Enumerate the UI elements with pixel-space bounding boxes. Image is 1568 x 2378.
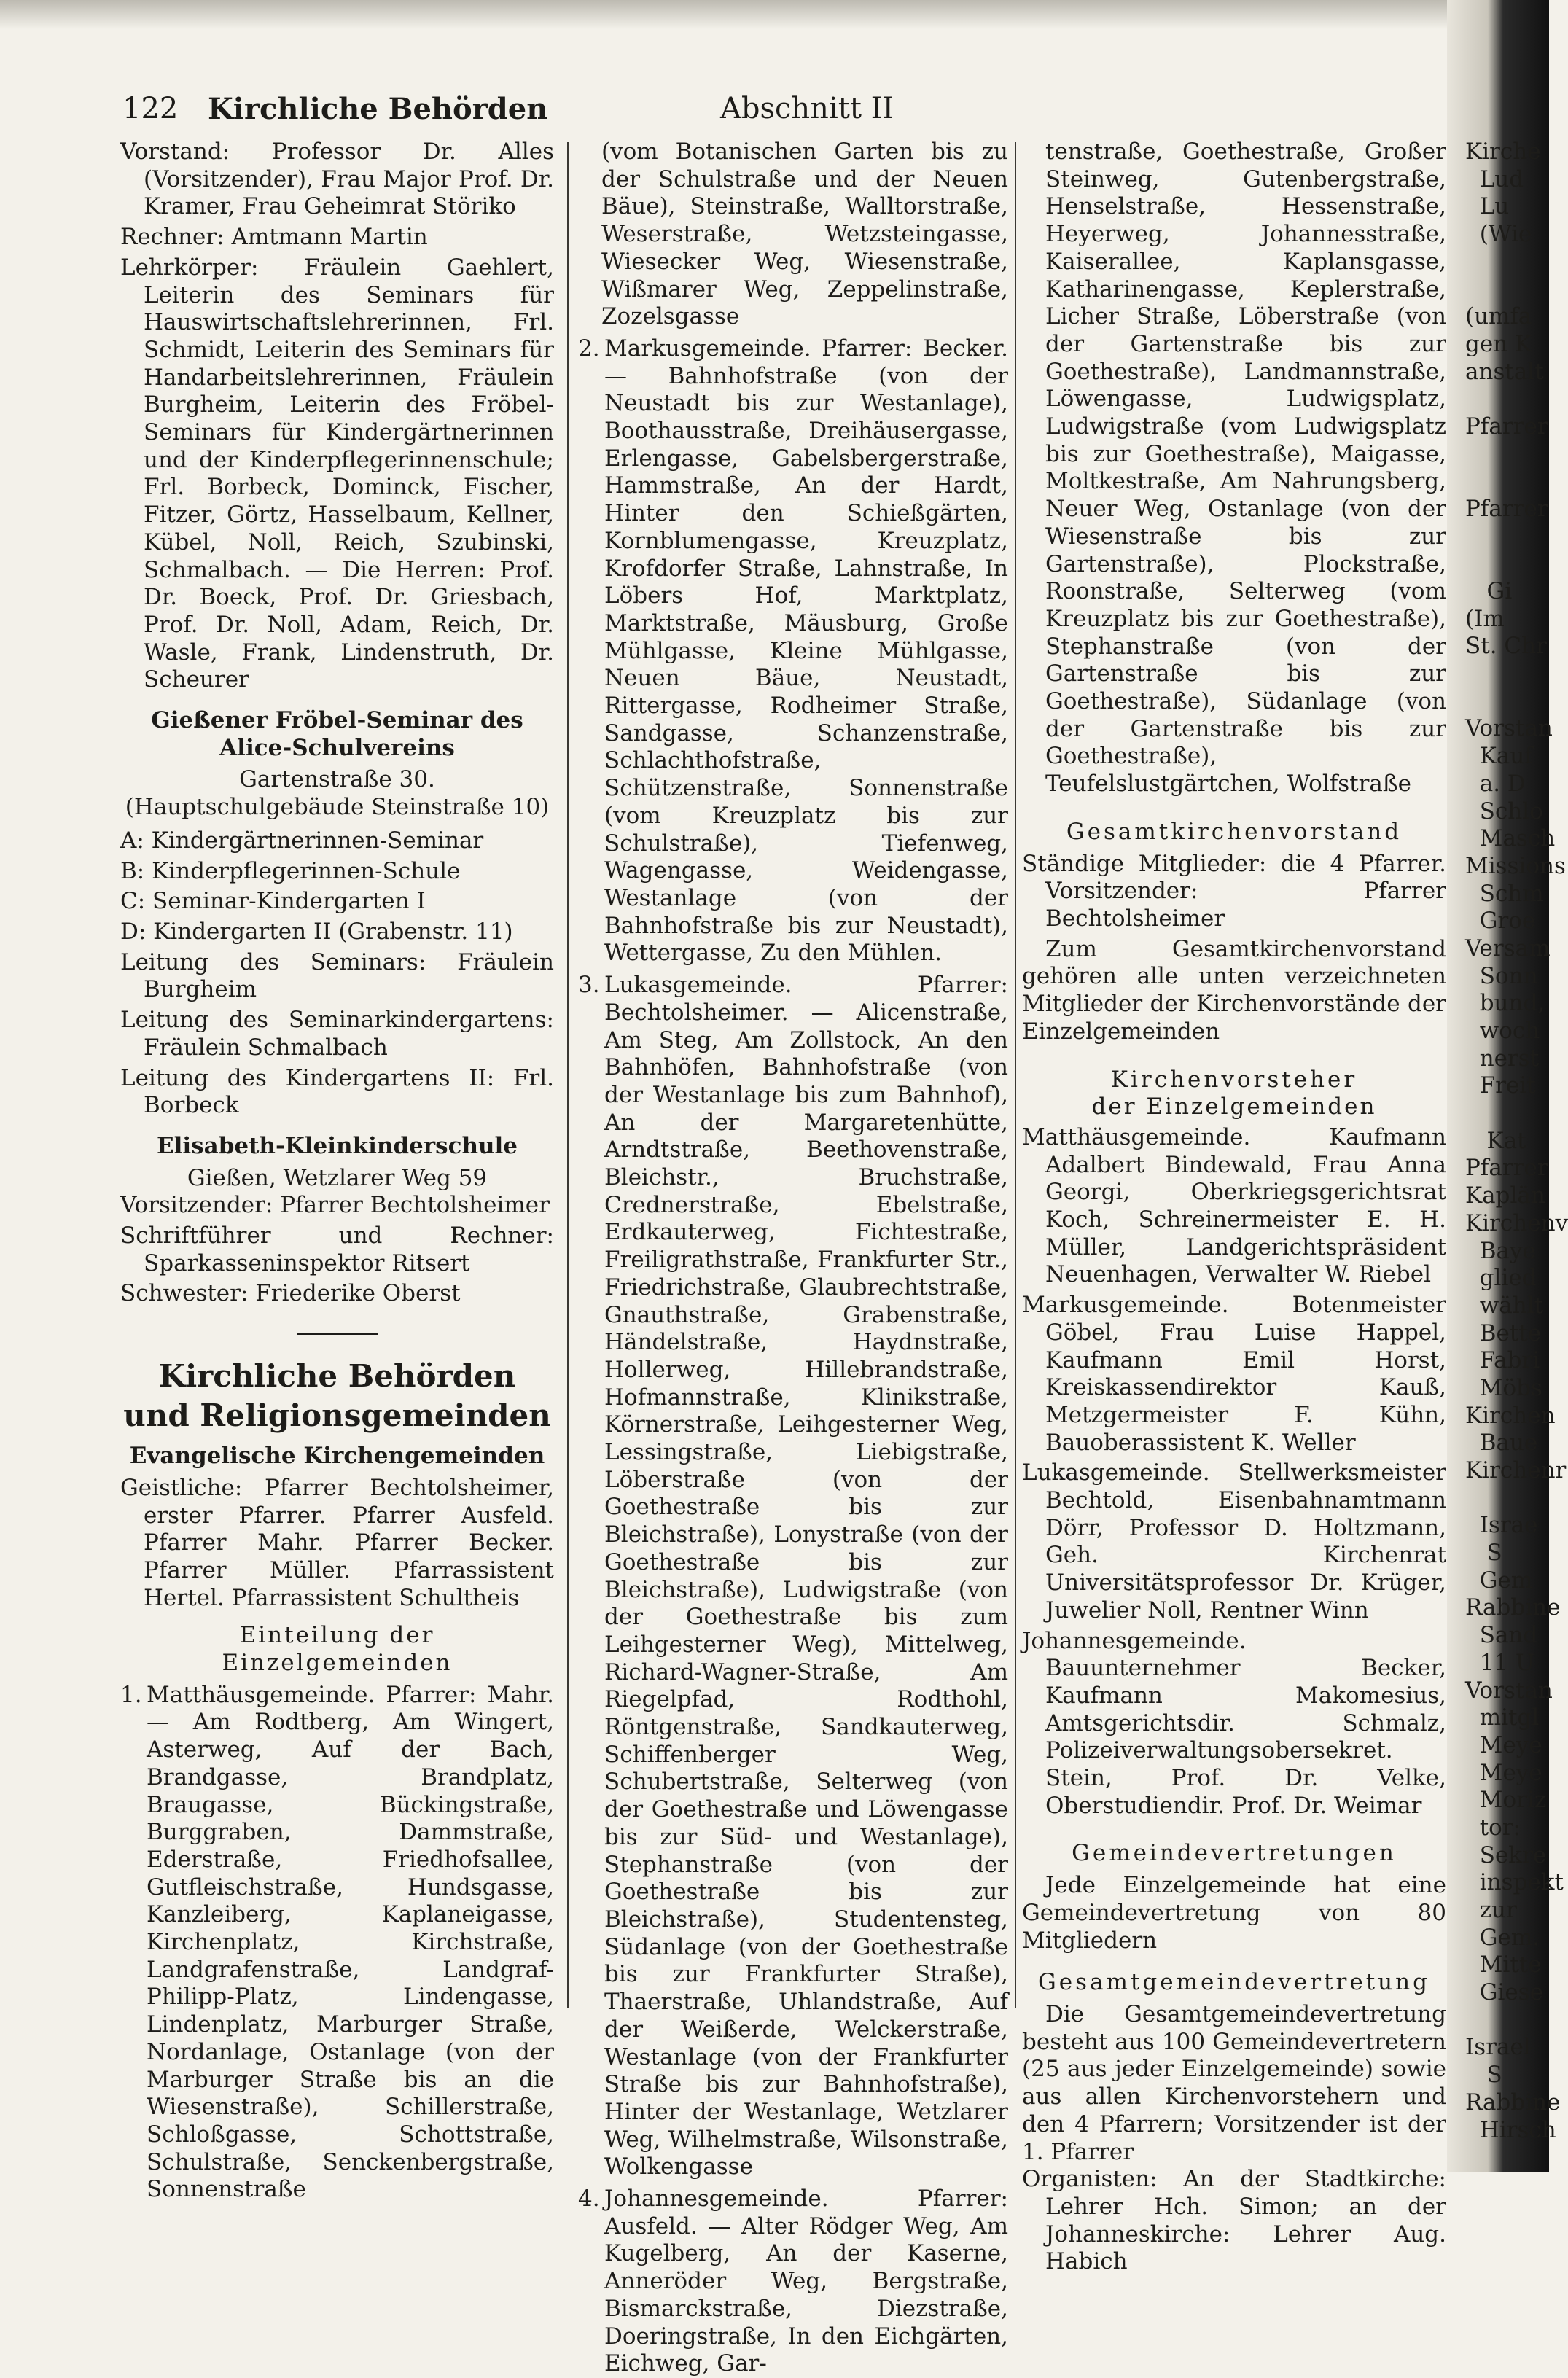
cropped-line — [1465, 1100, 1549, 1128]
column-2 — [578, 139, 1008, 2378]
cropped-line — [1465, 1485, 1549, 1513]
list-item-number: 3. — [578, 972, 600, 999]
cropped-line: Sonn — [1465, 962, 1538, 989]
leitung-seminarkindergarten: Leitung des Seminarkindergartens: Fräulein Schmalbach — [120, 1007, 554, 1061]
cropped-line: Israe — [1465, 1512, 1538, 1539]
cropped-line: Giese — [1465, 1979, 1543, 2006]
cropped-line: anstalt — [1465, 358, 1544, 385]
cropped-line: Masch — [1465, 825, 1556, 852]
kirchenvorsteher-heading: Kirchenvorsteher — [1110, 1066, 1358, 1093]
cropped-line: Kirchenr — [1465, 1457, 1567, 1484]
cropped-line: Mitte — [1465, 1952, 1542, 1979]
list-item — [120, 1682, 554, 2204]
cropped-line: Vorstan — [1465, 1677, 1553, 1704]
continued-text: (vom Botanischen Garten bis zu der Schulstraße und der Neuen Bäue), Steinstraße, Walltorstraße, Weserstraße, Wetzsteingasse, Wiesecker Weg, Wiesenstraße, Wißmarer Weg, Zeppelinstraße, Zozelsgasse — [601, 139, 1008, 330]
matthaeus-vorsteher: Matthäusgemeinde. Kaufmann Adalbert Bindewald, Frau Anna Georgi, Oberkriegsgerichtsrat Koch, Schreinermeister E. H. Müller, Landgerichtspräsident Neuenhagen, Verwalter W. Riebel — [1022, 1123, 1446, 1288]
elisabeth-vorsitzender: Vorsitzender: Pfarrer Bechtolsheimer — [120, 1192, 550, 1219]
cropped-line: wählt — [1465, 1292, 1544, 1319]
cropped-line: S — [1465, 2062, 1502, 2089]
cropped-line: Missions — [1465, 852, 1566, 879]
froebel-d: D: Kindergarten II (Grabenstr. 11) — [120, 918, 513, 945]
kirchenvorsteher-subheading: der Einzelgemeinden — [1091, 1094, 1377, 1120]
elisabeth-schwester: Schwester: Friederike Oberst — [120, 1280, 461, 1307]
cropped-line: gen K — [1465, 330, 1532, 357]
list-item-text: Markusgemeinde. Pfarrer: Becker. — Bahnhofstraße (von der Neustadt bis zur Westanlage), Boothausstraße, Dreihäusergasse, Erlengasse, Gabelsbergerstraße, Hammstraße, An der Hardt, Hinter den Schießgärten, Kornblumengasse, Kreuzplatz, Krofdorfer Straße, Lahnstraße, In Löbers Hof, Marktplatz, Marktstraße, Mäusburg, Große Mühlgasse, Kleine Mühlgasse, Neuen Bäue, Neustadt, Rittergasse, Rodheimer Straße, Sandgasse, Schanzenstraße, Schlachthofstraße, Schützenstraße, Sonnenstraße (vom Kreuzplatz bis zur Schulstraße), Tiefenweg, Wagengasse, Weidengasse, Westanlage (von der Bahnhofstraße bis zur Neustadt), Wettergasse, Zu den Mühlen. — [604, 335, 1008, 967]
cropped-line: Lu — [1465, 193, 1510, 220]
cropped-line — [1465, 550, 1549, 578]
cropped-line: St. Chr — [1465, 633, 1547, 660]
running-title: Kirchliche Behörden — [208, 92, 548, 126]
froebel-b: B: Kinderpflegerinnen-Schule — [120, 857, 461, 884]
cropped-line: Baue — [1465, 1430, 1538, 1457]
cropped-line: Pfarrer — [1465, 495, 1548, 522]
organisten-entry: Organisten: An der Stadtkirche: Lehrer Hch. Simon; an der Johanneskirche: Lehrer Aug. Habich — [1022, 2166, 1446, 2275]
cropped-line: Vorstan — [1465, 715, 1553, 742]
cropped-line: Meye — [1465, 1759, 1542, 1786]
cropped-line — [1465, 276, 1549, 303]
cropped-line: S — [1465, 1540, 1502, 1567]
list-item — [578, 972, 1008, 2181]
cropped-line: Meye — [1465, 1731, 1542, 1758]
cropped-line — [1465, 441, 1549, 469]
froebel-seminar-title: Gießener Fröbel-Seminar des Alice-Schulvereins — [151, 707, 523, 761]
staendige-mitglieder: Ständige Mitglieder: die 4 Pfarrer. Vorsitzender: Pfarrer Bechtolsheimer — [1022, 850, 1446, 932]
column-4-cropped — [1465, 139, 1568, 2144]
cropped-line: Pfarrer — [1465, 1155, 1548, 1182]
column-rule-1 — [567, 142, 569, 2008]
cropped-line: bund, — [1465, 990, 1545, 1017]
list-item-number: 1. — [120, 1681, 142, 1708]
list-item-number: 2. — [578, 335, 600, 362]
froebel-c: C: Seminar-Kindergarten I — [120, 888, 426, 915]
cropped-line: (Im — [1465, 605, 1505, 632]
cropped-line: Kaplän — [1465, 1182, 1545, 1209]
cropped-line: a. D — [1465, 770, 1526, 797]
cropped-line: Groe — [1465, 908, 1536, 935]
list-item-text: Lukasgemeinde. Pfarrer: Bechtolsheimer. — Alicenstraße, Am Steg, Am Zollstock, An den Bahnhöfen, Bahnhofstraße (von der Westanlage bis zum Bahnhof), An der Margaretenhütte, Arndtstraße, Beethovenstraße, Bleichstr., Bruchstraße, Crednerstraße, Ebelstraße, Erdkauterweg, Fichtestraße, Freiligrathstraße, Frankfurter Str., Friedrichstraße, Glaubrechtstraße, Gnauthstraße, Grabenstraße, Händelstraße, Haydnstraße, Hollerweg, Hillebrandstraße, Hofmannstraße, Klinikstraße, Körnerstraße, Leihgesterner Weg, Lessingstraße, Liebigstraße, Löberstraße (von der Goethestraße bis zur Bleichstraße), Lonystraße (von der Goethestraße bis zur Bleichstraße), Ludwigstraße (von der Goethestraße bis zum Leihgesterner Weg), Mittelweg, Richard-Wagner-Straße, Am Riegelpfad, Rodthohl, Röntgenstraße, Sandkauterweg, Schiffenberger Weg, Schubertstraße, Selterweg (von der Goethestraße und Löwengasse bis zur Süd- und Westanlage), Stephanstraße (von der Goethestraße bis zur Bleichstraße), Studentensteg, Südanlage (von der Goethestraße bis zur Frankfurter Straße), Thaerstraße, Uhlandstraße, Auf der Weißerde, Welckerstraße, Westanlage (von der Frankfurter Straße bis zur Bahnhofstraße), Hinter der Westanlage, Wetzlarer Weg, Wilhelmstraße, Wilsonstraße, Wolkengasse — [604, 972, 1008, 2180]
cropped-line: Israel — [1465, 2034, 1531, 2061]
cropped-line: Fabri — [1465, 1347, 1540, 1374]
cropped-line: Pfarrer — [1465, 413, 1548, 440]
cropped-line: Rabbine — [1465, 1594, 1561, 1621]
page-top-shadow — [0, 0, 1549, 29]
cropped-line — [1465, 523, 1549, 551]
froebel-address: Gartenstraße 30. (Hauptschulgebäude Steinstraße 10) — [125, 766, 550, 821]
cropped-line: (Wie — [1465, 221, 1532, 248]
zum-gesamtkirchenvorstand: Zum Gesamtkirchenvorstand gehören alle unten verzeichneten Mitglieder der Kirchenvorstände der Einzelgemeinden — [1022, 935, 1446, 1045]
cropped-line: Versam — [1465, 935, 1551, 962]
johannes-vorsteher: Johannesgemeinde. Bauunternehmer Becker, Kaufmann Makomesius, Amtsgerichtsdir. Schmalz, Polizeiverwaltungsobersekret. Stein, Prof. Dr. Velke, Oberstudiendir. Prof. Dr. Weimar — [1022, 1627, 1446, 1819]
main-heading-line-2: und Religionsgemeinden — [123, 1397, 551, 1434]
cropped-line — [1465, 660, 1549, 688]
gesamtgemeinde-heading: Gesamtgemeindevertretung — [1038, 1969, 1430, 1996]
lehrkoerper-entry: Lehrkörper: Fräulein Gaehlert, Leiterin des Seminars für Hauswirtschaftslehrerinnen, Frl. Schmidt, Leiterin des Seminars für Handarbeitslehrerinnen, Fräulein Burgheim, Leiterin des Fröbel-Seminars für Kindergärtnerinnen und der Kinderpflegerinnenschule; Frl. Borbeck, Dominck, Fischer, Fitzer, Görtz, Hasselbaum, Kellner, Kübel, Noll, Reich, Szubinski, Schmalbach. — Die Herren: Prof. Dr. Boeck, Prof. Dr. Griesbach, Prof. Dr. Noll, Adam, Reich, Dr. Wasle, Frank, Lindenstruth, Dr. Scheurer — [120, 254, 554, 693]
cropped-line: Lud — [1465, 165, 1524, 192]
page-number: 122 — [122, 92, 179, 125]
cropped-line: Hirsch — [1465, 2116, 1556, 2143]
cropped-line: Gem — [1465, 1567, 1533, 1594]
section-separator — [297, 1333, 378, 1335]
lukas-vorsteher: Lukasgemeinde. Stellwerksmeister Bechtold, Eisenbahnamtmann Dörr, Professor D. Holtzmann, Geh. Kirchenrat Universitätsprofessor Dr. Krüger, Juwelier Noll, Rentner Winn — [1022, 1459, 1446, 1623]
einteilung-heading: Einteilung der Einzelgemeinden — [222, 1622, 453, 1677]
cropped-line: Möbs — [1465, 1374, 1542, 1401]
cropped-line: Baye — [1465, 1237, 1536, 1264]
cropped-line: Kat — [1465, 1127, 1526, 1154]
gesamtkirchenvorstand-heading: Gesamtkirchenvorstand — [1066, 818, 1403, 845]
froebel-a: A: Kindergärtnerinnen-Seminar — [120, 827, 484, 854]
cropped-line: mitgl — [1465, 1704, 1540, 1731]
cropped-line: Rabbine — [1465, 2089, 1561, 2116]
list-item-text: Matthäusgemeinde. Pfarrer: Mahr. — Am Rodtberg, Am Wingert, Asterweg, Auf der Bach, Brandgasse, Brandplatz, Braugasse, Bückingstraße, Burggraben, Dammstraße, Ederstraße, Friedhofsallee, Gutfleischstraße, Hundsgasse, Kanzleiberg, Kaplaneigasse, Kirchenplatz, Kirchstraße, Landgrafenstraße, Landgraf-Philipp-Platz, Lindengasse, Lindenplatz, Marburger Straße, Nordanlage, Ostanlage (von der Marburger Straße bis an die Wiesenstraße), Schillerstraße, Schloßgasse, Schottstraße, Schulstraße, Senckenbergstraße, Sonnenstraße — [147, 1681, 554, 2203]
cropped-line: Schlo — [1465, 798, 1543, 824]
cropped-line: Kirchenv — [1465, 1209, 1568, 1236]
cropped-line — [1465, 386, 1549, 413]
cropped-line: inspekt — [1465, 1869, 1564, 1896]
list-item-text: Johannesgemeinde. Pfarrer: Ausfeld. — Alter Rödger Weg, Am Kugelberg, An der Kaserne, Anneröder Weg, Bergstraße, Bismarckstraße, Diezstraße, Doeringstraße, In den Eichgärten, Eichweg, Gar- — [604, 2186, 1008, 2377]
gemeindevertretungen-heading: Gemeindevertretungen — [1072, 1840, 1397, 1867]
vorstand-entry: Vorstand: Professor Dr. Alles (Vorsitzender), Frau Major Prof. Dr. Kramer, Frau Geheimrat Störiko — [120, 139, 554, 220]
list-item — [578, 335, 1008, 967]
list-item — [578, 2186, 1008, 2378]
continued-text: tenstraße, Goethestraße, Großer Steinweg, Gutenbergstraße, Henselstraße, Hessenstraße, Heyerweg, Johannesstraße, Kaiserallee, Kaplansgasse, Katharinengasse, Keplerstraße, Licher Straße, Löberstraße (von der Gartenstraße bis zur Goethestraße), Landmannstraße, Löwengasse, Ludwigsplatz, Ludwigstraße (vom Ludwigsplatz bis zur Goethestraße), Maigasse, Moltkestraße, Am Nahrungsberg, Neuer Weg, Ostanlage (von der Wiesenstraße bis zur Gartenstraße), Plockstraße, Roonstraße, Selterweg (vom Kreuzplatz bis zur Goethestraße), Stephanstraße (von der Gartenstraße bis zur Goethestraße), Südanlage (von der Gartenstraße bis zur Goethestraße), Teufelslustgärtchen, Wolfstraße — [1045, 139, 1446, 798]
cropped-line — [1465, 468, 1549, 496]
cropped-line: (umfa — [1465, 303, 1532, 330]
leitung-seminar: Leitung des Seminars: Fräulein Burgheim — [120, 948, 554, 1003]
cropped-line: Moriz — [1465, 1787, 1547, 1814]
column-rule-2 — [1015, 142, 1016, 2008]
cropped-line — [1465, 249, 1549, 276]
column-1 — [120, 139, 554, 2204]
cropped-line: nerst — [1465, 1045, 1540, 1072]
cropped-line: zur — [1465, 1897, 1517, 1923]
cropped-line: 11 U — [1465, 1649, 1535, 1676]
main-heading-line-1: Kirchliche Behörden — [158, 1358, 516, 1395]
cropped-line: Kauf — [1465, 743, 1533, 770]
rechner-entry: Rechner: Amtmann Martin — [120, 224, 428, 251]
cropped-line: Kirchen — [1465, 1402, 1556, 1429]
cropped-line: tor: — [1465, 1814, 1521, 1841]
page-header — [117, 86, 1451, 130]
cropped-line: glied — [1465, 1265, 1537, 1292]
column-3 — [1022, 139, 1446, 2279]
elisabeth-title: Elisabeth-Kleinkinderschule — [156, 1132, 518, 1159]
cropped-line: Sekre — [1465, 1841, 1547, 1868]
list-item-number: 4. — [578, 2186, 600, 2213]
cropped-line: woch — [1465, 1018, 1540, 1044]
cropped-line: Sand — [1465, 1622, 1538, 1649]
markus-vorsteher: Markusgemeinde. Botenmeister Göbel, Frau Luise Happel, Kaufmann Emil Horst, Kreiskassendirektor Kauß, Metzgermeister F. Kühn, Bauoberassistent K. Weller — [1022, 1292, 1446, 1456]
elisabeth-schriftfuehrer: Schriftführer und Rechner: Sparkasseninspektor Ritsert — [120, 1223, 554, 1276]
geistliche-entry: Geistliche: Pfarrer Bechtolsheimer, erster Pfarrer. Pfarrer Ausfeld. Pfarrer Mahr. Pfarrer Becker. Pfarrer Müller. Pfarrassistent Hertel. Pfarrassistent Schultheis — [120, 1474, 554, 1611]
cropped-line: Freit — [1465, 1072, 1536, 1099]
cropped-line: Schm — [1465, 880, 1544, 907]
cropped-line: Kirche — [1465, 139, 1541, 165]
gemeindevertretungen-text: Jede Einzelgemeinde hat eine Gemeindevertretung von 80 Mitgliedern — [1022, 1872, 1446, 1954]
leitung-kindergarten-2: Leitung des Kindergartens II: Frl. Borbeck — [120, 1064, 554, 1119]
gesamtgemeinde-text: Die Gesamtgemeindevertretung besteht aus 100 Gemeindevertretern (25 aus jeder Einzelgemeinde) sowie aus allen Kirchenvorstehern und den 4 Pfarrern; Vorsitzender ist der 1. Pfarrer — [1022, 2001, 1446, 2165]
evangelische-heading: Evangelische Kirchengemeinden — [129, 1443, 545, 1470]
cropped-line: Gem. — [1465, 1924, 1540, 1951]
elisabeth-address: Gießen, Wetzlarer Weg 59 — [187, 1164, 488, 1191]
cropped-line — [1465, 2007, 1549, 2035]
cropped-line: Bette — [1465, 1319, 1542, 1346]
cropped-line — [1465, 688, 1549, 716]
cropped-line: Gi — [1465, 578, 1513, 604]
section-label: Abschnitt II — [720, 92, 894, 125]
